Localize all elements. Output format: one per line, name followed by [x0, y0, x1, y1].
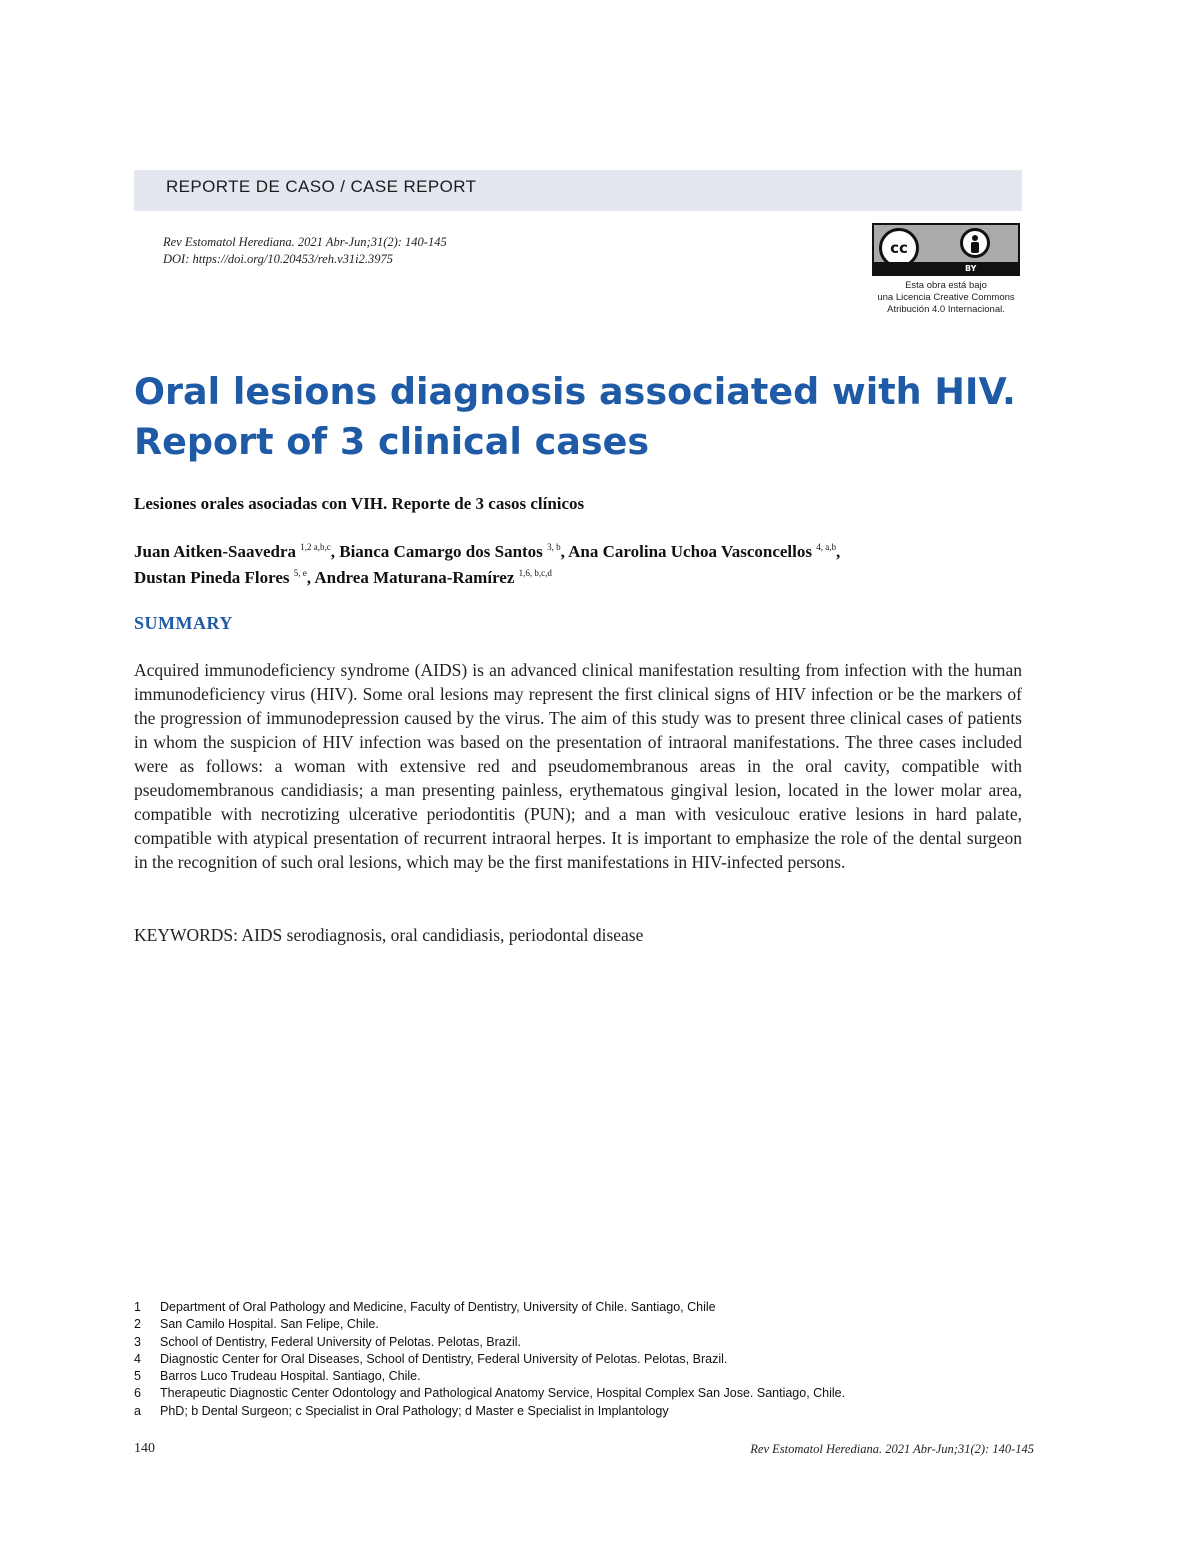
title-line: Report of 3 clinical cases: [134, 420, 650, 463]
affiliation-text: PhD; b Dental Surgeon; c Specialist in Oral Pathology; d Master e Specialist in Implantology: [160, 1403, 669, 1418]
section-label: REPORTE DE CASO / CASE REPORT: [166, 177, 477, 196]
affiliation-number: a: [134, 1403, 141, 1418]
license-line[interactable]: una Licencia Creative Commons: [877, 292, 1015, 303]
affiliation-number: 1: [134, 1300, 141, 1314]
cc-icon: cc: [879, 228, 919, 268]
affiliation-text: Diagnostic Center for Oral Diseases, School of Dentistry, Federal University of Pelotas. Pelotas, Brazil.: [160, 1351, 728, 1366]
author-separator: ,: [306, 568, 315, 587]
section-banner: [134, 170, 1022, 211]
author-separator: ,: [330, 542, 340, 561]
author-name: Andrea Maturana-Ramírez: [314, 568, 515, 587]
license-line: Esta obra está bajo: [905, 280, 987, 291]
affiliation-item: [134, 1334, 1034, 1351]
affiliation-item: [134, 1299, 1034, 1316]
summary-heading: SUMMARY: [134, 613, 233, 633]
author-affiliation-marks: 5, e: [293, 568, 307, 578]
affiliation-item: [134, 1403, 1034, 1420]
affiliation-number: 4: [134, 1351, 141, 1366]
affiliation-number: 6: [134, 1386, 141, 1401]
journal-citation: [163, 234, 447, 268]
affiliation-number: 5: [134, 1369, 141, 1384]
badge-band: [874, 262, 1018, 274]
doi-line: DOI: https://doi.org/10.20453/reh.v31i2.3975: [163, 252, 393, 266]
affiliation-item: [134, 1385, 1034, 1402]
article-subtitle: Lesiones orales asociadas con VIH. Reporte de 3 casos clínicos: [134, 494, 585, 513]
article-title: [134, 367, 1034, 467]
cc-by-license-badge[interactable]: [872, 223, 1020, 276]
author-separator: ,: [560, 542, 569, 561]
author-name: Bianca Camargo dos Santos: [339, 542, 543, 561]
affiliation-text: San Camilo Hospital. San Felipe, Chile.: [160, 1317, 379, 1332]
affiliation-item: [134, 1316, 1034, 1333]
affiliation-list: [134, 1299, 1034, 1420]
attribution-person-icon: [960, 228, 990, 258]
author-separator: ,: [835, 542, 841, 561]
page-number: 140: [134, 1441, 155, 1456]
affiliation-text: Barros Luco Trudeau Hospital. Santiago, Chile.: [160, 1369, 421, 1384]
affiliation-item: [134, 1351, 1034, 1368]
affiliation-text: Therapeutic Diagnostic Center Odontology and Pathological Anatomy Service, Hospital Complex San Jose. Santiago, Chile.: [160, 1386, 846, 1401]
by-label: BY: [965, 264, 977, 273]
author-name: Ana Carolina Uchoa Vasconcellos: [568, 542, 812, 561]
author-affiliation-marks: 3, b: [547, 542, 561, 552]
affiliation-item: [134, 1368, 1034, 1385]
affiliation-text: School of Dentistry, Federal University of Pelotas. Pelotas, Brazil.: [160, 1334, 522, 1349]
author-affiliation-marks: 1,2 a,b,c: [300, 542, 331, 552]
affiliation-text: Department of Oral Pathology and Medicine, Faculty of Dentistry, University of Chile. Santiago, Chile: [160, 1300, 716, 1314]
affiliation-number: 3: [134, 1334, 141, 1349]
abstract-text: Acquired immunodeficiency syndrome (AIDS) is an advanced clinical manifestation resulting from infection with the human immunodeficiency virus (HIV). Some oral lesions may represent the first clinical signs of HIV infection or be the markers of the progression of immunodepression caused by the virus. The aim of this study was to present three clinical cases of patients in whom the suspicion of HIV infection was based on the presentation of intraoral manifestations. The three cases included were as follows: a woman with extensive red and pseudomembranous areas in the oral cavity, compatible with pseudomembranous candidiasis; a man presenting painless, erythematous gingival lesion, located in the lower molar area, compatible with necrotizing ulcerative periodontitis (PUN); and a man with vesiculouc erative lesions in hard palate, compatible with atypical presentation of recurrent intraoral herpes. It is important to emphasize the role of the dental surgeon in the recognition of such oral lesions, which may be the first manifestations in HIV-infected persons.: [134, 660, 1022, 872]
license-text: [862, 280, 1030, 316]
author-name: Juan Aitken-Saavedra: [134, 542, 296, 561]
author-list: [134, 539, 1024, 591]
license-line: Atribución 4.0 Internacional.: [887, 304, 1005, 315]
title-line: Oral lesions diagnosis associated with HIV.: [134, 370, 1016, 413]
keywords: KEYWORDS: AIDS serodiagnosis, oral candidiasis, periodontal disease: [134, 925, 644, 945]
author-affiliation-marks: 1,6, b,c,d: [518, 568, 552, 578]
citation-line: Rev Estomatol Herediana. 2021 Abr-Jun;31(2): 140-145: [163, 235, 447, 249]
affiliation-number: 2: [134, 1317, 141, 1332]
footer-citation: Rev Estomatol Herediana. 2021 Abr-Jun;31(2): 140-145: [750, 1442, 1034, 1456]
author-affiliation-marks: 4, a,b: [816, 542, 836, 552]
author-name: Dustan Pineda Flores: [134, 568, 290, 587]
